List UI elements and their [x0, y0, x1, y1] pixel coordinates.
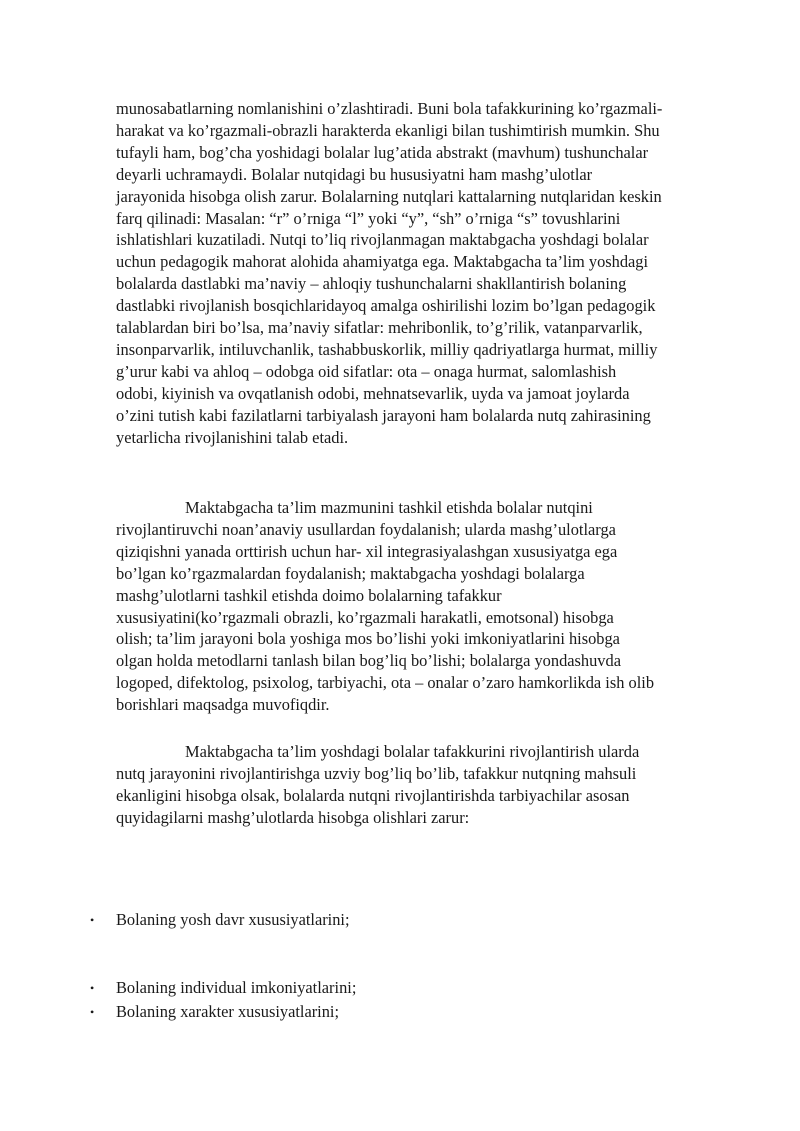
paragraph-line: ekanligini hisobga olsak, bolalarda nutqni rivojlantirishda tarbiyachilar asosan [116, 785, 630, 805]
paragraph-line: ishlatishlari kuzatiladi. Nutqi to’liq rivojlanmagan maktabgacha yoshdagi bolalar [116, 230, 649, 250]
paragraph-line: talablardan biri bo’lsa, ma’naviy sifatlar: mehribonlik, to’g’rilik, vatanparvarlik, [116, 318, 643, 338]
list-item [90, 909, 350, 932]
bullet-icon: • [90, 1005, 95, 1019]
bullet-icon: • [90, 981, 95, 995]
paragraph-line: quyidagilarni mashg’ulotlarda hisobga olishlari zarur: [116, 807, 470, 827]
paragraph-line: xususiyatini(ko’rgazmali obrazli, ko’rgazmali harakatli, emotsonal) hisobga [116, 607, 614, 627]
list-item [90, 1001, 339, 1024]
paragraph-line: odobi, kiyinish va ovqatlanish odobi, mehnatsevarlik, uyda va jamoat joylarda [116, 383, 630, 403]
paragraph-line: rivojlantiruvchi noan’anaviy usullardan foydalanish; ularda mashg’ulotlarga [116, 519, 616, 539]
paragraph-line: mashg’ulotlarni tashkil etishda doimo bolalarning tafakkur [116, 585, 502, 605]
paragraph-line: harakat va ko’rgazmali-obrazli harakterda ekanligi bilan tushimtirish mumkin. Shu [116, 120, 660, 140]
paragraph-line: bolalarda dastlabki ma’naviy – ahloqiy tushunchalarni shakllantirish bolaning [116, 274, 627, 294]
list-item-text: Bolaning xarakter xususiyatlarini; [116, 1002, 340, 1021]
paragraph-line: olish; ta’lim jarayoni bola yoshiga mos bo’lishi yoki imkoniyatlarini hisobga [116, 629, 620, 649]
paragraph-line: o’zini tutish kabi fazilatlarni tarbiyalash jarayoni ham bolalarda nutq zahirasining [116, 405, 651, 425]
paragraph-line: nutq jarayonini rivojlantirishga uzviy bog’liq bo’lib, tafakkur nutqning mahsuli [116, 763, 637, 783]
paragraph-1 [116, 98, 746, 449]
paragraph-2 [116, 497, 746, 716]
paragraph-3 [116, 741, 746, 829]
paragraph-line: tufayli ham, bog’cha yoshidagi bolalar lug’atida abstrakt (mavhum) tushunchalar [116, 142, 649, 162]
paragraph-line: borishlari maqsadga muvofiqdir. [116, 695, 330, 715]
paragraph-line: yetarlicha rivojlanishini talab etadi. [116, 427, 349, 447]
paragraph-line: insonparvarlik, intiluvchanlik, tashabbuskorlik, milliy qadriyatlarga hurmat, milliy [116, 339, 658, 359]
paragraph-line: jarayonida hisobga olish zarur. Bolalarning nutqlari kattalarning nutqlaridan keskin [116, 186, 662, 206]
bullet-icon: • [90, 913, 95, 927]
paragraph-first-line: Maktabgacha ta’lim yoshdagi bolalar tafakkurini rivojlantirish ularda [185, 742, 640, 761]
paragraph-line: bo’lgan ko’rgazmalardan foydalanish; maktabgacha yoshdagi bolalarga [116, 563, 585, 583]
list-item [90, 977, 356, 1000]
paragraph-line: deyarli uchramaydi. Bolalar nutqidagi bu hususiyatni ham mashg’ulotlar [116, 164, 593, 184]
paragraph-line: munosabatlarning nomlanishini o’zlashtiradi. Buni bola tafakkurining ko’rgazmali- [116, 99, 663, 118]
list-item-text: Bolaning individual imkoniyatlarini; [116, 978, 357, 997]
list-item-text: Bolaning yosh davr xususiyatlarini; [116, 910, 350, 929]
paragraph-line: dastlabki rivojlanish bosqichlaridayoq amalga oshirilishi lozim bo’lgan pedagogik [116, 296, 656, 316]
paragraph-line: olgan holda metodlarni tanlash bilan bog’liq bo’lishi; bolalarga yondashuvda [116, 651, 621, 671]
paragraph-first-line: Maktabgacha ta’lim mazmunini tashkil etishda bolalar nutqini [185, 498, 593, 517]
paragraph-line: qiziqishni yanada orttirish uchun har- xil integrasiyalashgan xususiyatga ega [116, 541, 618, 561]
paragraph-line: uchun pedagogik mahorat alohida ahamiyatga ega. Maktabgacha ta’lim yoshdagi [116, 252, 649, 272]
paragraph-line: g’urur kabi va ahloq – odobga oid sifatlar: ota – onaga hurmat, salomlashish [116, 361, 617, 381]
paragraph-line: logoped, difektolog, psixolog, tarbiyachi, ota – onalar o’zaro hamkorlikda ish olib [116, 673, 655, 693]
paragraph-line: farq qilinadi: Masalan: “r” o’rniga “l” yoki “y”, “sh” o’rniga “s” tovushlarini [116, 208, 621, 228]
